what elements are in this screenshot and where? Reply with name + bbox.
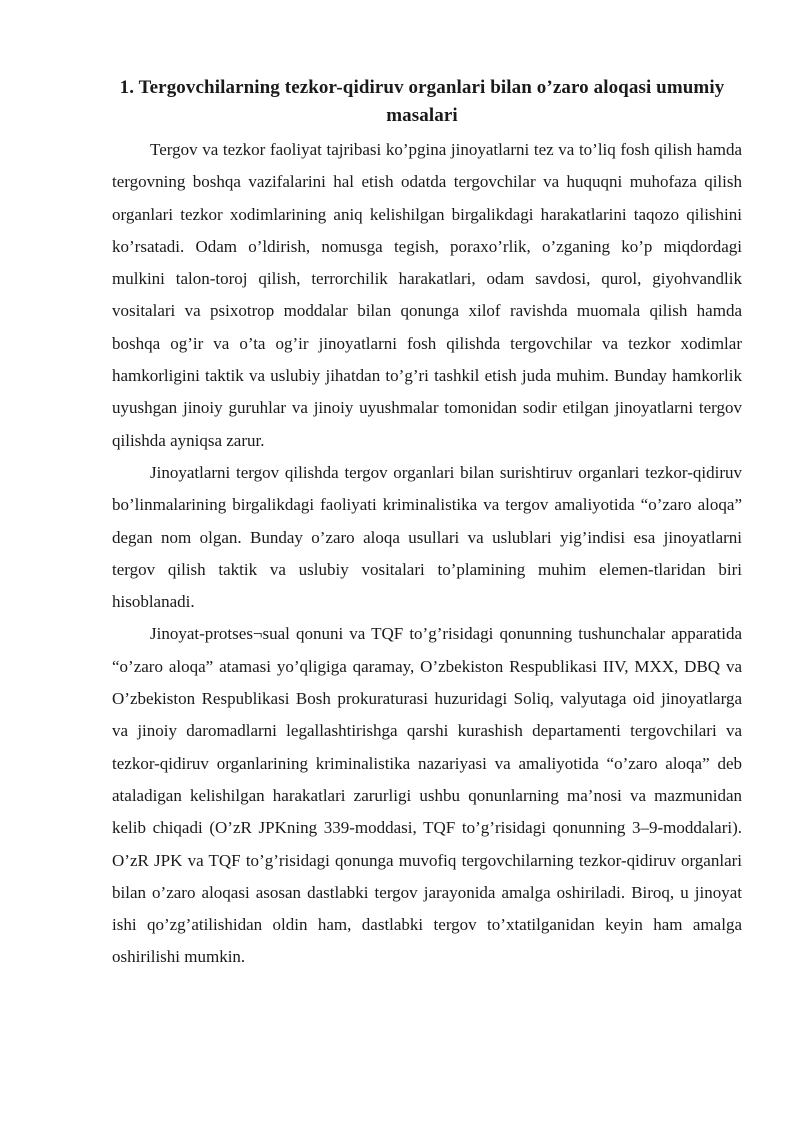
section-title: 1. Tergovchilarning tezkor-qidiruv organlari bilan o’zaro aloqasi umumiy masalari <box>119 77 725 126</box>
paragraph-1: Tergov va tezkor faoliyat tajribasi ko’pgina jinoyatlarni tez va to’liq fosh qilish hamda tergovning boshqa vazifalarini hal etish odatda tergovchilar va huquqni muhofaza qilish organlari tezkor xodimlarining aniq kelishilgan birgalikdagi harakatlarini taqozo qilishini ko’rsatadi. Odam o’ldirish, nomusga tegish, poraxo’rlik, o’zganing ko’p miqdordagi mulkini talon-toroj qilish, terrorchilik harakatlari, odam savdosi, qurol, giyohvandlik vositalari va psixotrop moddalar bilan qonunga xilof ravishda muomala qilish hamda boshqa og’ir va o’ta og’ir jinoyatlarni fosh qilishda tergovchilar va tezkor xodimlar hamkorligini taktik va uslubiy jihatdan to’g’ri tashkil etish juda muhim. Bunday hamkorlik uyushgan jinoiy guruhlar va jinoiy uyushmalar tomonidan sodir etilgan jinoyatlarni tergov qilishda ayniqsa zarur. <box>112 140 742 450</box>
paragraph-3: Jinoyat-protses¬sual qonuni va TQF to’g’risidagi qonunning tushunchalar apparatida “o’zaro aloqa” atamasi yo’qligiga qaramay, O’zbekiston Respublikasi IIV, MXX, DBQ va O’zbekiston Respublikasi Bosh prokuraturasi huzuridagi Soliq, valyutaga oid jinoyatlarga va jinoiy daromadlarni legallashtirishga qarshi kurashish departamenti tergovchilari va tezkor-qidiruv organlarining kriminalistika nazariyasi va amaliyotida “o’zaro aloqa” deb ataladigan kelishilgan harakatlari zarurligi ushbu qonunlarning ma’nosi va mazmunidan kelib chiqadi (O’zR JPKning 339-moddasi, TQF to’g’risidagi qonunning 3–9-moddalari). O’zR JPK va TQF to’g’risidagi qonunga muvofiq tergovchilarning tezkor-qidiruv organlari bilan o’zaro aloqasi asosan dastlabki tergov jarayonida amalga oshiriladi. Biroq, u jinoyat ishi qo’zg’atilishidan oldin ham, dastlabki tergov to’xtatilganidan keyin ham amalga oshirilishi mumkin. <box>112 624 742 967</box>
paragraph-2: Jinoyatlarni tergov qilishda tergov organlari bilan surishtiruv organlari tezkor-qidiruv bo’linmalarining birgalikdagi faoliyati kriminalistika va tergov amaliyotida “o’zaro aloqa” degan nom olgan. Bunday o’zaro aloqa usullari va uslublari yig’indisi esa jinoyatlarni tergov qilish taktik va uslubiy vositalari to’plamining muhim elemen-tlaridan biri hisoblanadi. <box>112 462 742 612</box>
